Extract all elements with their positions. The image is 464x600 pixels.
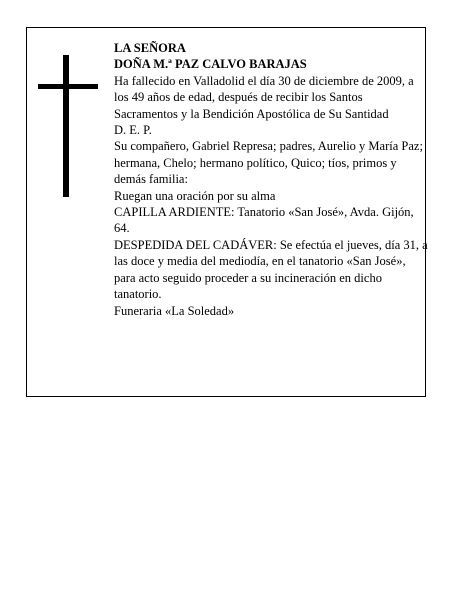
death-announcement: Ha fallecido en Valladolid el día 30 de diciembre de 2009, a los 49 años de edad, después de recibir los Santos Sacramentos y la Bendición Apostólica de Su Santidad: [114, 73, 414, 121]
farewell-info: DESPEDIDA DEL CADÁVER: Se efectúa el jueves, día 31, a las doce y media del mediodía, en el tanatorio «San José», para acto seguido proceder a su incineración en dicho tanatorio.: [114, 237, 428, 302]
cross-vertical-bar: [63, 55, 69, 197]
cross-horizontal-bar: [38, 84, 98, 89]
prayer-request: Ruegan una oración por su alma: [114, 188, 276, 203]
obituary-text: [114, 40, 428, 319]
chapel-info: CAPILLA ARDIENTE: Tanatorio «San José», Avda. Gijón, 64.: [114, 205, 414, 236]
cross-icon: [38, 55, 98, 197]
title-la-senora: LA SEÑORA: [114, 41, 186, 55]
deceased-name: DOÑA M.ª PAZ CALVO BARAJAS: [114, 57, 307, 72]
family-list: Su compañero, Gabriel Represa; padres, Aurelio y María Paz; hermana, Chelo; hermano político, Quico; tíos, primos y demás familia:: [114, 139, 423, 187]
funeral-home: Funeraria «La Soledad»: [114, 303, 235, 318]
dep-abbreviation: D. E. P.: [114, 123, 152, 138]
